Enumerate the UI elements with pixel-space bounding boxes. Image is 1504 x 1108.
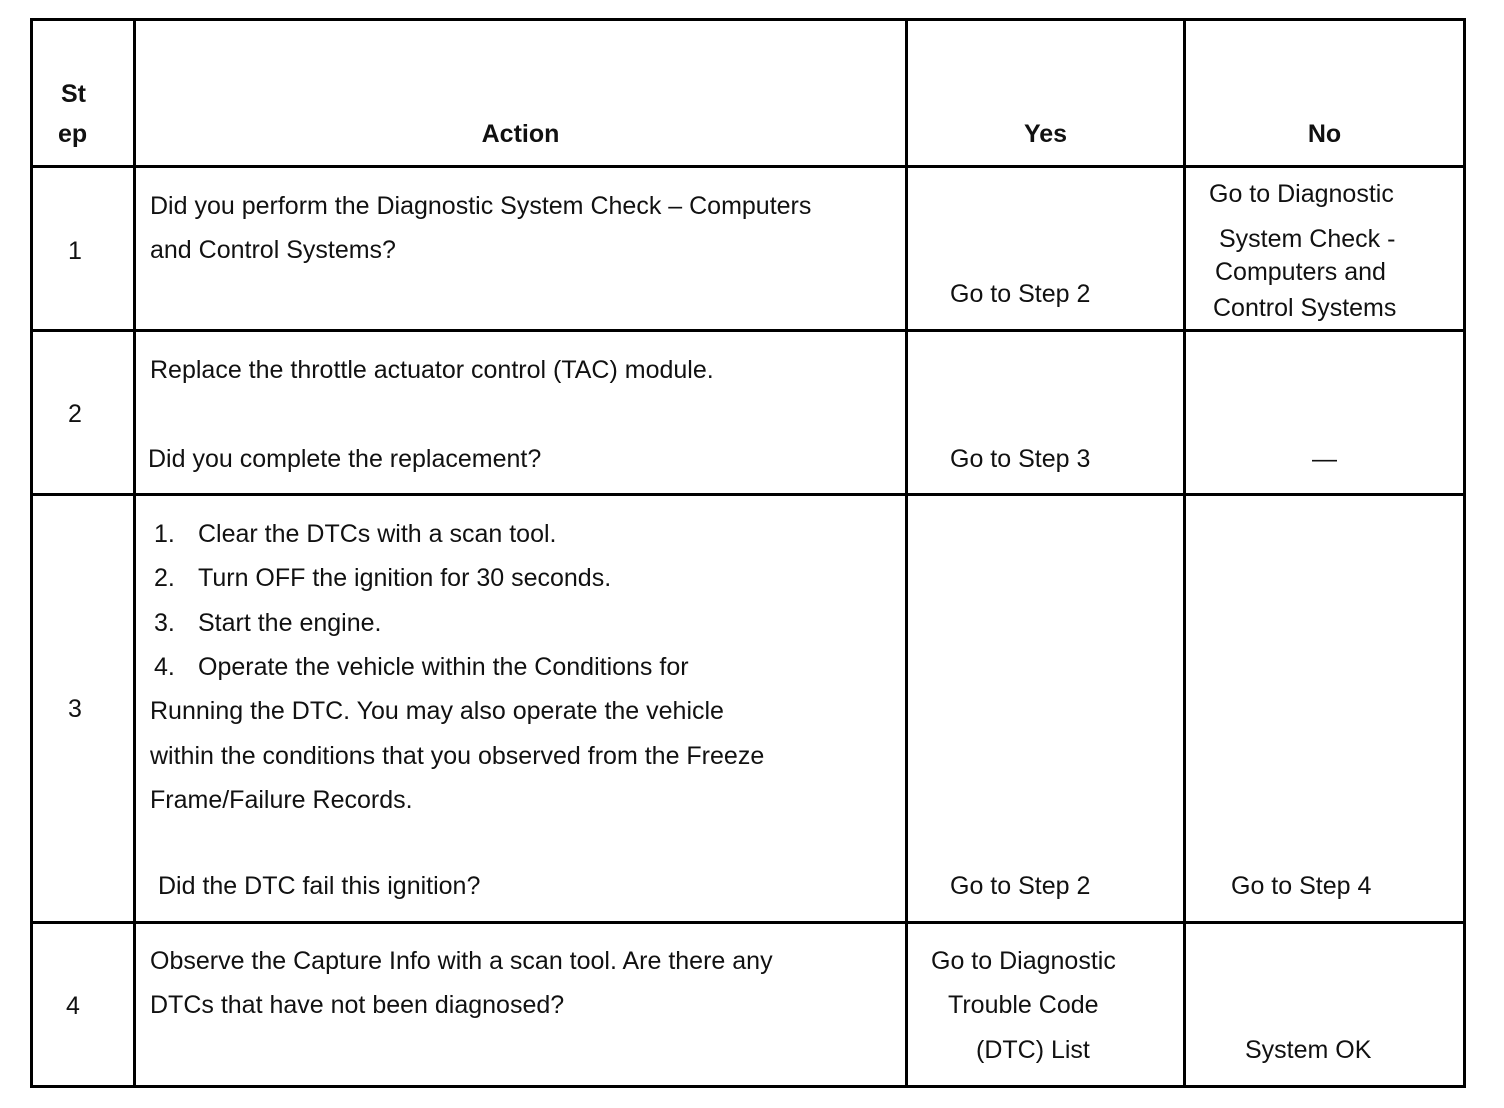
yes-link[interactable]: Trouble Code <box>948 991 1099 1019</box>
action-text: Running the DTC. You may also operate the vehicle <box>150 697 724 725</box>
row-divider <box>33 921 1463 924</box>
yes-link[interactable]: Go to Step 2 <box>950 872 1091 900</box>
column-divider <box>905 21 908 1085</box>
list-item: Turn OFF the ignition for 30 seconds. <box>198 564 612 592</box>
header-step-line1: St <box>61 80 86 108</box>
header-action: Action <box>481 120 560 148</box>
column-divider <box>133 21 136 1085</box>
column-divider <box>1183 21 1186 1085</box>
no-link[interactable]: Control Systems <box>1213 294 1397 322</box>
list-item: Clear the DTCs with a scan tool. <box>198 520 557 548</box>
action-text: and Control Systems? <box>150 236 396 264</box>
yes-link[interactable]: Go to Step 3 <box>950 445 1091 473</box>
action-text: Replace the throttle actuator control (TAC) module. <box>150 356 714 384</box>
yes-link[interactable]: Go to Step 2 <box>950 280 1091 308</box>
no-value: System OK <box>1245 1036 1372 1064</box>
header-step-line2: ep <box>58 120 88 148</box>
no-value: — <box>1312 445 1337 473</box>
action-text: Did you complete the replacement? <box>148 445 542 473</box>
step-number: 3 <box>68 695 82 723</box>
step-number: 2 <box>68 400 82 428</box>
list-number: 2. <box>154 564 175 592</box>
list-item: Start the engine. <box>198 609 382 637</box>
list-number: 1. <box>154 520 175 548</box>
diagnostic-table <box>30 18 1466 1088</box>
step-number: 1 <box>68 237 82 265</box>
action-text: DTCs that have not been diagnosed? <box>150 991 565 1019</box>
list-item: Operate the vehicle within the Conditions for <box>198 653 689 681</box>
row-divider <box>33 165 1463 168</box>
header-no: No <box>1307 120 1342 148</box>
action-text: Frame/Failure Records. <box>150 786 413 814</box>
list-number: 4. <box>154 653 175 681</box>
yes-link[interactable]: (DTC) List <box>976 1036 1090 1064</box>
no-link[interactable]: System Check - <box>1219 225 1396 253</box>
action-text: within the conditions that you observed from the Freeze <box>150 742 765 770</box>
no-link[interactable]: Go to Step 4 <box>1231 872 1372 900</box>
header-yes: Yes <box>1023 120 1068 148</box>
no-link[interactable]: Computers and <box>1215 258 1386 286</box>
row-divider <box>33 329 1463 332</box>
row-divider <box>33 493 1463 496</box>
yes-link[interactable]: Go to Diagnostic <box>931 947 1116 975</box>
action-text: Did you perform the Diagnostic System Check – Computers <box>150 192 812 220</box>
list-number: 3. <box>154 609 175 637</box>
no-link[interactable]: Go to Diagnostic <box>1209 180 1394 208</box>
action-text: Observe the Capture Info with a scan tool. Are there any <box>150 947 773 975</box>
action-question: Did the DTC fail this ignition? <box>158 872 481 900</box>
step-number: 4 <box>66 992 80 1020</box>
